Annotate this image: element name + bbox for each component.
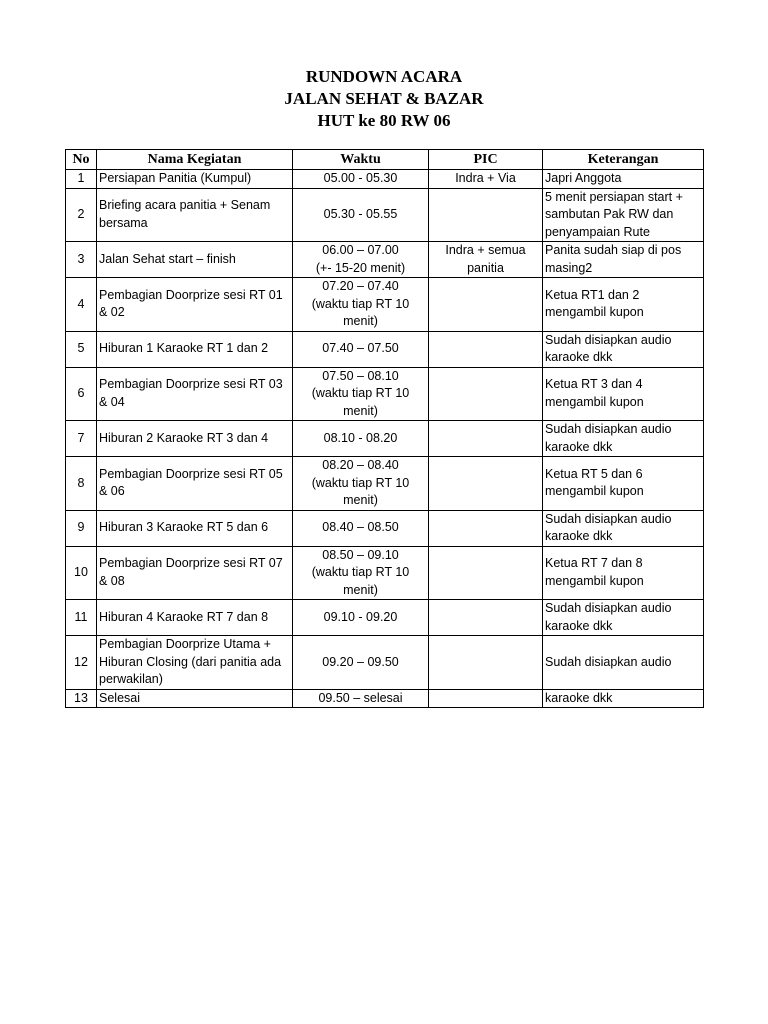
title-line-2: JALAN SEHAT & BAZAR <box>284 89 484 108</box>
header-keterangan: Keterangan <box>543 150 704 170</box>
cell-keterangan: Ketua RT1 dan 2 mengambil kupon <box>543 278 704 332</box>
table-row <box>66 421 704 457</box>
cell-no: 12 <box>66 636 97 690</box>
cell-nama-kegiatan: Hiburan 3 Karaoke RT 5 dan 6 <box>97 510 293 546</box>
cell-keterangan: Sudah disiapkan audio karaoke dkk <box>543 331 704 367</box>
cell-nama-kegiatan: Pembagian Doorprize sesi RT 03 & 04 <box>97 367 293 421</box>
table-row <box>66 600 704 636</box>
cell-nama-kegiatan: Briefing acara panitia + Senam bersama <box>97 188 293 242</box>
table-row <box>66 457 704 511</box>
table-row <box>66 636 704 690</box>
cell-waktu: 09.20 – 09.50 <box>293 636 429 690</box>
table-row <box>66 278 704 332</box>
title-line-3: HUT ke 80 RW 06 <box>317 111 451 130</box>
cell-waktu: 07.50 – 08.10 (waktu tiap RT 10 menit) <box>293 367 429 421</box>
cell-pic <box>429 689 543 708</box>
cell-no: 9 <box>66 510 97 546</box>
cell-keterangan: Japri Anggota <box>543 170 704 189</box>
table-row <box>66 188 704 242</box>
cell-no: 10 <box>66 546 97 600</box>
cell-waktu: 06.00 – 07.00 (+- 15-20 menit) <box>293 242 429 278</box>
cell-no: 1 <box>66 170 97 189</box>
cell-keterangan: Ketua RT 3 dan 4 mengambil kupon <box>543 367 704 421</box>
rundown-table <box>65 149 704 708</box>
cell-nama-kegiatan: Hiburan 1 Karaoke RT 1 dan 2 <box>97 331 293 367</box>
table-row <box>66 331 704 367</box>
cell-pic: Indra + semua panitia <box>429 242 543 278</box>
cell-waktu: 08.50 – 09.10 (waktu tiap RT 10 menit) <box>293 546 429 600</box>
table-header-row <box>66 150 704 170</box>
header-no: No <box>66 150 97 170</box>
cell-keterangan: Ketua RT 5 dan 6 mengambil kupon <box>543 457 704 511</box>
cell-keterangan: karaoke dkk <box>543 689 704 708</box>
cell-keterangan: Panita sudah siap di pos masing2 <box>543 242 704 278</box>
cell-pic <box>429 600 543 636</box>
table-body <box>66 170 704 708</box>
header-waktu: Waktu <box>293 150 429 170</box>
cell-nama-kegiatan: Pembagian Doorprize sesi RT 01 & 02 <box>97 278 293 332</box>
cell-nama-kegiatan: Selesai <box>97 689 293 708</box>
cell-nama-kegiatan: Persiapan Panitia (Kumpul) <box>97 170 293 189</box>
cell-keterangan: Sudah disiapkan audio karaoke dkk <box>543 421 704 457</box>
cell-no: 11 <box>66 600 97 636</box>
table-row <box>66 170 704 189</box>
cell-nama-kegiatan: Pembagian Doorprize sesi RT 05 & 06 <box>97 457 293 511</box>
cell-pic <box>429 510 543 546</box>
cell-waktu: 08.20 – 08.40 (waktu tiap RT 10 menit) <box>293 457 429 511</box>
table-row <box>66 689 704 708</box>
cell-no: 13 <box>66 689 97 708</box>
cell-no: 5 <box>66 331 97 367</box>
cell-waktu: 08.40 – 08.50 <box>293 510 429 546</box>
cell-keterangan: Sudah disiapkan audio <box>543 636 704 690</box>
table-row <box>66 242 704 278</box>
cell-no: 8 <box>66 457 97 511</box>
cell-no: 2 <box>66 188 97 242</box>
cell-pic <box>429 188 543 242</box>
cell-waktu: 09.50 – selesai <box>293 689 429 708</box>
cell-waktu: 05.00 - 05.30 <box>293 170 429 189</box>
header-pic: PIC <box>429 150 543 170</box>
cell-keterangan: 5 menit persiapan start + sambutan Pak RW dan penyampaian Rute <box>543 188 704 242</box>
cell-no: 7 <box>66 421 97 457</box>
cell-nama-kegiatan: Hiburan 2 Karaoke RT 3 dan 4 <box>97 421 293 457</box>
table-row <box>66 367 704 421</box>
title-line-1: RUNDOWN ACARA <box>305 67 463 86</box>
cell-keterangan: Sudah disiapkan audio karaoke dkk <box>543 600 704 636</box>
cell-pic <box>429 636 543 690</box>
cell-pic <box>429 331 543 367</box>
cell-keterangan: Ketua RT 7 dan 8 mengambil kupon <box>543 546 704 600</box>
header-nama-kegiatan: Nama Kegiatan <box>97 150 293 170</box>
cell-keterangan: Sudah disiapkan audio karaoke dkk <box>543 510 704 546</box>
cell-no: 3 <box>66 242 97 278</box>
cell-waktu: 05.30 - 05.55 <box>293 188 429 242</box>
table-row <box>66 510 704 546</box>
cell-nama-kegiatan: Hiburan 4 Karaoke RT 7 dan 8 <box>97 600 293 636</box>
cell-waktu: 08.10 - 08.20 <box>293 421 429 457</box>
cell-nama-kegiatan: Pembagian Doorprize sesi RT 07 & 08 <box>97 546 293 600</box>
cell-pic <box>429 278 543 332</box>
cell-pic <box>429 421 543 457</box>
cell-no: 6 <box>66 367 97 421</box>
cell-waktu: 07.40 – 07.50 <box>293 331 429 367</box>
document-title <box>0 66 768 132</box>
table-row <box>66 546 704 600</box>
cell-pic <box>429 367 543 421</box>
cell-pic <box>429 457 543 511</box>
cell-pic <box>429 546 543 600</box>
cell-pic: Indra + Via <box>429 170 543 189</box>
cell-no: 4 <box>66 278 97 332</box>
cell-waktu: 09.10 - 09.20 <box>293 600 429 636</box>
cell-waktu: 07.20 – 07.40 (waktu tiap RT 10 menit) <box>293 278 429 332</box>
cell-nama-kegiatan: Pembagian Doorprize Utama + Hiburan Closing (dari panitia ada perwakilan) <box>97 636 293 690</box>
cell-nama-kegiatan: Jalan Sehat start – finish <box>97 242 293 278</box>
